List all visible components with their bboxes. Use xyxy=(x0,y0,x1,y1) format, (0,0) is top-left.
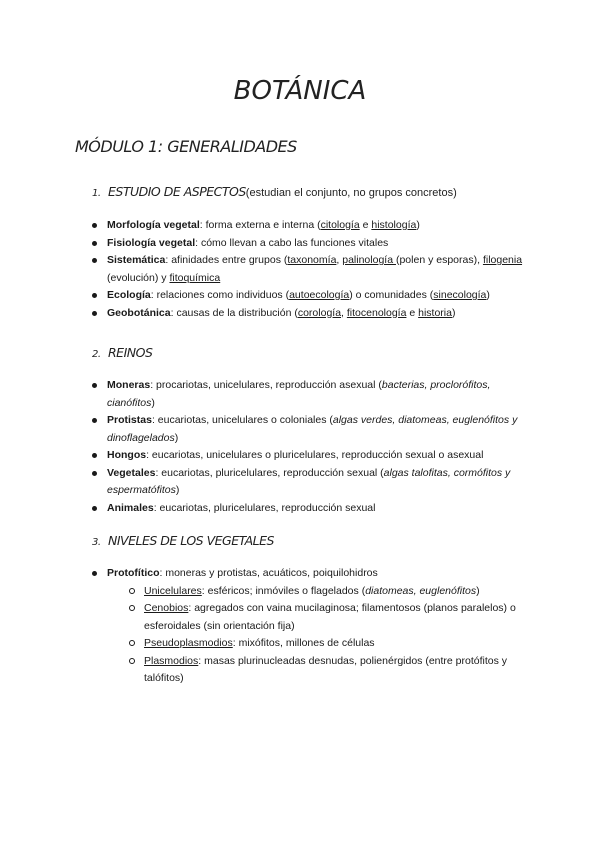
section-number: 3. xyxy=(92,537,101,548)
sub-list-item: Cenobios: agregados con vaina mucilaginosa; filamentosos (planos paralelos) o esferoidales (sin orientación fija) xyxy=(107,600,532,635)
link-autoecologia[interactable]: autoecología xyxy=(289,289,350,301)
section-heading xyxy=(92,184,457,199)
link-sinecologia[interactable]: sinecología xyxy=(433,289,487,301)
section-title: NIVELES DE LOS VEGETALES xyxy=(108,533,274,548)
module-title: MÓDULO 1: GENERALIDADES xyxy=(75,137,297,156)
list-item: Geobotánica: causas de la distribución (corología, fitocenología e historia) xyxy=(92,305,532,323)
link-citologia[interactable]: citología xyxy=(320,219,360,231)
link-taxonomia[interactable]: taxonomía xyxy=(287,254,337,266)
section-heading xyxy=(92,345,152,360)
list-item: Vegetales: eucariotas, pluricelulares, reproducción sexual (algas talofitas, cormófitos y espermatófitos) xyxy=(92,465,532,500)
list-item: Sistemática: afinidades entre grupos (taxonomía, palinología (polen y esporas), filogenia (evolución) y fitoquímica xyxy=(92,252,532,287)
section-heading xyxy=(92,533,274,548)
link-historia[interactable]: historia xyxy=(418,306,452,319)
link-cenobios[interactable]: Cenobios xyxy=(144,602,189,614)
sub-list-item: Plasmodios: masas plurinucleadas desnudas, polienérgidos (entre protófitos y talófitos) xyxy=(107,653,532,688)
link-corologia[interactable]: corología xyxy=(297,306,342,319)
list-item: Protistas: eucariotas, unicelulares o coloniales (algas verdes, diatomeas, euglenófitos y dinoflagelados) xyxy=(92,412,532,447)
link-plasmodios[interactable]: Plasmodios xyxy=(144,654,199,667)
section-title: REINOS xyxy=(108,345,153,360)
kingdoms-list xyxy=(92,377,532,517)
list-item: Animales: eucariotas, pluricelulares, reproducción sexual xyxy=(92,500,532,518)
link-pseudoplasmodios[interactable]: Pseudoplasmodios xyxy=(144,637,233,649)
section-number: 2. xyxy=(92,349,101,360)
list-item: Ecología: relaciones como individuos (autoecología) o comunidades (sinecología) xyxy=(92,287,532,305)
section-title: ESTUDIO DE ASPECTOS xyxy=(108,184,246,199)
link-unicelulares[interactable]: Unicelulares xyxy=(144,584,202,597)
link-fitocenologia[interactable]: fitocenología xyxy=(346,306,407,319)
section-subtitle: (estudian el conjunto, no grupos concretos) xyxy=(245,187,457,199)
link-filogenia[interactable]: filogenia xyxy=(482,254,523,266)
sub-list-item: Pseudoplasmodios: mixófitos, millones de células xyxy=(107,635,532,653)
list-item: Moneras: procariotas, unicelulares, reproducción asexual (bacterias, proclorófitos, cianófitos) xyxy=(92,377,532,412)
list-item: Hongos: eucariotas, unicelulares o pluricelulares, reproducción sexual o asexual xyxy=(92,447,532,465)
link-fitoquimica[interactable]: fitoquímica xyxy=(169,271,221,284)
list-item: Morfología vegetal: forma externa e interna (citología e histología) xyxy=(92,217,532,235)
sub-list xyxy=(107,583,532,688)
link-histologia[interactable]: histología xyxy=(371,219,417,231)
link-palinologia[interactable]: palinología xyxy=(342,254,396,266)
aspects-list xyxy=(92,217,532,322)
sub-list-item: Unicelulares: esféricos; inmóviles o flagelados (diatomeas, euglenófitos) xyxy=(107,583,532,601)
list-item: Fisiología vegetal: cómo llevan a cabo las funciones vitales xyxy=(92,235,532,253)
page-title: BOTÁNICA xyxy=(233,76,367,106)
list-item: Protofítico: moneras y protistas, acuáticos, poiquilohidros Unicelulares: esféricos; inmóviles o flagelados (diatomeas, euglenófitos) Cenobios: agregados con vaina mucilaginosa; filamentosos (planos paralelos) o esferoidales (sin orientación fija) Pseudoplasmodios: mixófitos, millones de células Plasmodios: masas plurinucleadas desnudas, polienérgidos (entre protófitos y talófitos) xyxy=(92,565,532,688)
section-number: 1. xyxy=(92,188,101,199)
levels-list xyxy=(92,565,532,688)
